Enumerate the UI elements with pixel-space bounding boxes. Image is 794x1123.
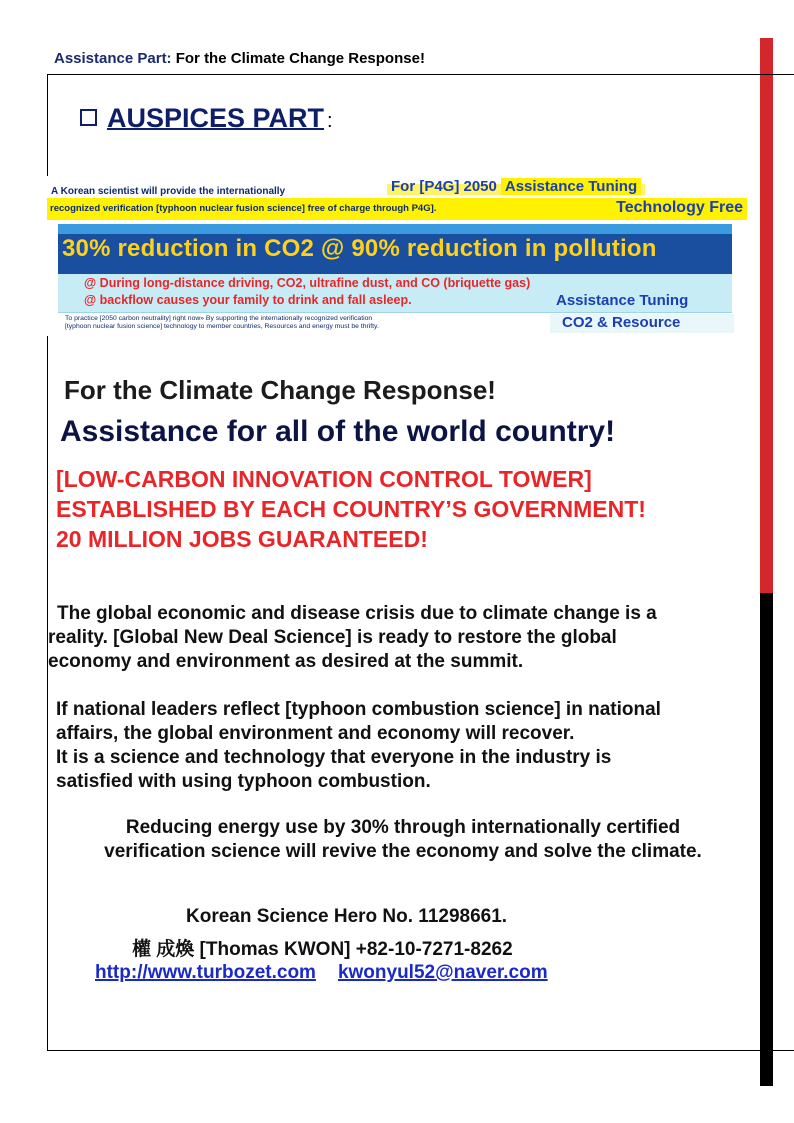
banner-fine-line-1: To practice [2050 carbon neutrality] right now» By supporting the internationally recognized verification <box>65 315 373 322</box>
paragraph-2-line: satisfied with using typhoon combustion. <box>56 771 431 792</box>
paragraph-2 <box>56 698 661 794</box>
banner-verification-line: recognized verification [typhoon nuclear fusion science] free of charge through P4G]. <box>50 203 437 214</box>
banner-warning-1: @ During long-distance driving, CO2, ultrafine dust, and CO (briquette gas) <box>84 276 531 290</box>
header-text: For the Climate Change Response! <box>175 50 425 67</box>
banner-tech-free: Technology Free <box>616 199 743 216</box>
hero-line: Korean Science Hero No. 11298661. <box>186 906 508 927</box>
section-title-text: AUSPICES PART <box>107 103 325 133</box>
paragraph-3-line: verification science will revive the economy and solve the climate. <box>104 841 702 862</box>
red-line-1: [LOW-CARBON INNOVATION CONTROL TOWER] <box>56 466 592 492</box>
banner-assist-label: Assistance Tuning <box>556 292 689 309</box>
contact-links <box>95 962 548 984</box>
heading-line-2: Assistance for all of the world country! <box>60 415 616 448</box>
paragraph-1-line: The global economic and disease crisis due to climate change is a <box>57 603 657 624</box>
banner-headline: 30% reduction in CO2 @ 90% reduction in pollution <box>62 235 657 262</box>
paragraph-2-line: affairs, the global environment and economy will recover. <box>56 723 575 744</box>
heading-line-1: For the Climate Change Response! <box>64 375 496 405</box>
checkbox-square-icon <box>80 109 97 126</box>
red-line-2: ESTABLISHED BY EACH COUNTRY’S GOVERNMENT! <box>56 496 646 522</box>
banner-tuning-label: Assistance Tuning <box>501 178 641 195</box>
banner-fine-line-2: [typhoon nuclear fusion science] technology to member countries, Resources and energy must be thrifty. <box>65 323 379 330</box>
paragraph-3-line: Reducing energy use by 30% through internationally certified <box>125 817 681 838</box>
section-title <box>80 103 333 134</box>
banner-fine-print <box>65 315 379 331</box>
banner-intro-line: A Korean scientist will provide the internationally <box>51 186 286 197</box>
paragraph-2-line: If national leaders reflect [typhoon combustion science] in national <box>56 699 661 720</box>
banner-footer <box>58 312 732 333</box>
header-lead: Assistance Part: <box>54 50 172 67</box>
paragraph-1-line: reality. [Global New Deal Science] is ready to restore the global <box>48 627 617 648</box>
paragraph-1-line: economy and environment as desired at the summit. <box>48 651 524 672</box>
red-line-3: 20 MILLION JOBS GUARANTEED! <box>56 526 428 552</box>
banner-headline-band <box>58 224 732 274</box>
banner-p4g-label: For [P4G] 2050 <box>391 178 497 195</box>
page-header <box>54 50 425 67</box>
section-title-colon: : <box>327 110 333 132</box>
contact-name-phone: 權 成煥 [Thomas KWON] +82-10-7271-8262 <box>132 939 513 960</box>
email-link[interactable]: kwonyul52@naver.com <box>337 962 548 983</box>
banner-warning-2: @ backflow causes your family to drink and fall asleep. <box>84 293 412 307</box>
banner-yellow-strip <box>47 198 747 220</box>
website-link[interactable]: http://www.turbozet.com <box>95 962 316 983</box>
banner-p4g-title <box>387 178 645 195</box>
paragraph-1 <box>48 602 657 674</box>
p4g-banner <box>47 176 747 336</box>
banner-co2-label: CO2 & Resource <box>550 314 734 333</box>
paragraph-3 <box>60 816 746 864</box>
paragraph-2-line: It is a science and technology that everyone in the industry is <box>56 747 612 768</box>
banner-warning-band <box>58 274 732 312</box>
